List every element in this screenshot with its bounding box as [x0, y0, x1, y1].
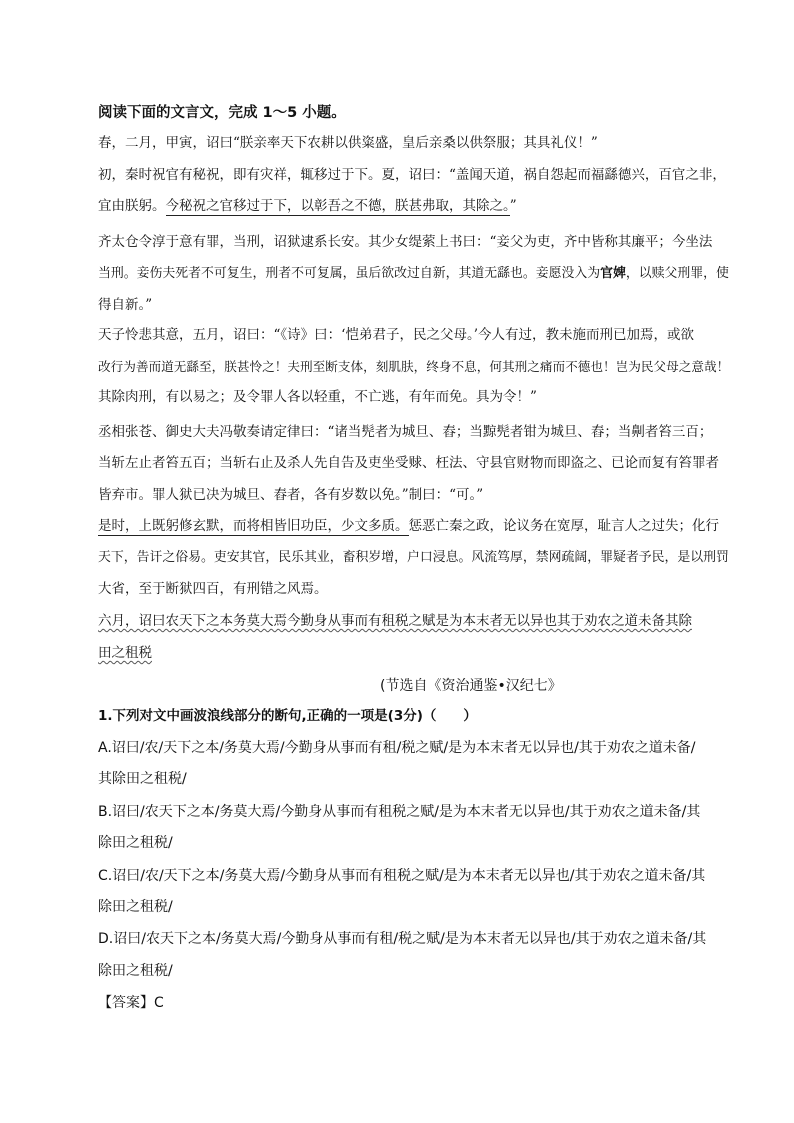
text: 当刑。妾伤夫死者不可复生，刑者不可复属，虽后欲改过自新，其道无繇也。妾愿没入为 [98, 266, 601, 281]
passage-p6-line2: 天下，告讦之俗易。吏安其官，民乐其业，畜积岁增，户口浸息。风流笃厚，禁网疏阔，罪疑者予民，是以刑罚 [98, 550, 729, 565]
text: 春，二月，甲寅，诏曰“朕亲率天下农耕以供粢盛，皇后亲桑以供祭服；其具礼仪！” [98, 135, 598, 151]
question-title: 1.下列对文中画波浪线部分的断句,正确的一项是(3分)（ ） [98, 708, 477, 724]
section-heading: 阅读下面的文言文，完成 1～5 小题。 [98, 105, 346, 121]
passage-p2-line2 [98, 196, 517, 216]
passage-p3-line3: 得自新。” [98, 297, 153, 313]
option-b-line2: 除田之租税/ [98, 835, 173, 851]
option-d-line2: 除田之租税/ [98, 963, 173, 979]
option-c-line2: 除田之租税/ [98, 899, 173, 915]
text: ，以赎父刑罪，使 [625, 266, 729, 281]
option-b-line1: B.诏曰/农天下之本/务莫大焉/今勤身从事而有租税之赋/是为本末者无以异也/其于劝农之道未备/其 [98, 804, 701, 820]
passage-p5-line3: 皆弃市。罪人狱已决为城旦、舂者，各有岁数以免。”制曰：“可。” [98, 487, 484, 503]
passage-p7-line2-wavy: 田之租税 [98, 645, 152, 661]
underlined-sentence: 是时，上既躬修玄默，而将相皆旧功臣，少文多质。 [98, 518, 409, 534]
passage-p1 [98, 133, 598, 153]
passage-p5-line2: 当斩左止者笞五百；当斩右止及杀人先自告及吏坐受赇、枉法、守县官财物而即盗之、已论而复有笞罪者 [98, 455, 719, 471]
option-a-line2: 其除田之租税/ [98, 771, 187, 787]
answer-line: 【答案】C [98, 995, 164, 1011]
option-a-line1: A.诏曰/农/天下之本/务莫大焉/今勤身从事而有租/税之赋/是为本末者无以异也/其于劝农之道未备/ [98, 740, 696, 756]
passage-p2-line1: 初，秦时祝官有秘祝，即有灾祥，辄移过于下。夏，诏曰：“盖闻天道，祸自怨起而福繇德兴，百官之非， [98, 167, 726, 183]
passage-p3-line2 [98, 264, 729, 284]
passage-p5-line1: 丞相张苍、御史大夫冯敬奏请定律曰：“诸当髡者为城旦、舂；当黥髡者钳为城旦、舂；当劓者笞三百； [98, 424, 713, 440]
passage-p4-line3: 其除肉刑，有以易之；及令罪人各以轻重，不亡逃，有年而免。具为令！” [98, 389, 537, 405]
passage-p4-line1: 天子怜悲其意，五月，诏曰：“《诗》曰：‘恺弟君子，民之父母。’今人有过，教未施而刑已加焉，或欲 [98, 327, 694, 343]
passage-p6-line3: 大省，至于断狱四百，有刑错之风焉。 [98, 581, 328, 597]
passage-p7-line1-wavy: 六月，诏曰农天下之本务莫大焉今勤身从事而有租税之赋是为本末者无以异也其于劝农之道未备其除 [98, 613, 692, 629]
passage-p3-line1: 齐太仓令淳于意有罪，当刑，诏狱逮系长安。其少女缇萦上书曰：“妾父为吏，齐中皆称其廉平；今坐法 [98, 234, 713, 250]
option-c-line1: C.诏曰/农/天下之本/务莫大焉/今勤身从事而有租税之赋/是为本末者无以异也/其于劝农之道未备/其 [98, 868, 706, 884]
bold-term: 官婢 [600, 266, 626, 281]
passage-p4-line2: 改行为善而道无繇至，朕甚怜之！夫刑至断支体，刻肌肤，终身不息，何其刑之痛而不德也！岂为民父母之意哉！ [98, 359, 730, 374]
text: ” [509, 198, 517, 214]
passage-p6-line1 [98, 516, 719, 536]
passage-source: (节选自《资治通鉴•汉纪七》 [380, 678, 562, 694]
underlined-sentence: 今秘祝之官移过于下，以彰吾之不德，朕甚弗取，其除之。 [165, 198, 510, 214]
text: 惩恶亡秦之政，论议务在宽厚，耻言人之过失；化行 [408, 518, 719, 534]
option-d-line1: D.诏曰/农天下之本/务莫大焉/今勤身从事而有租/税之赋/是为本末者无以异也/其于劝农之道未备/其 [98, 931, 707, 947]
text: 宜由朕躬。 [98, 198, 166, 214]
